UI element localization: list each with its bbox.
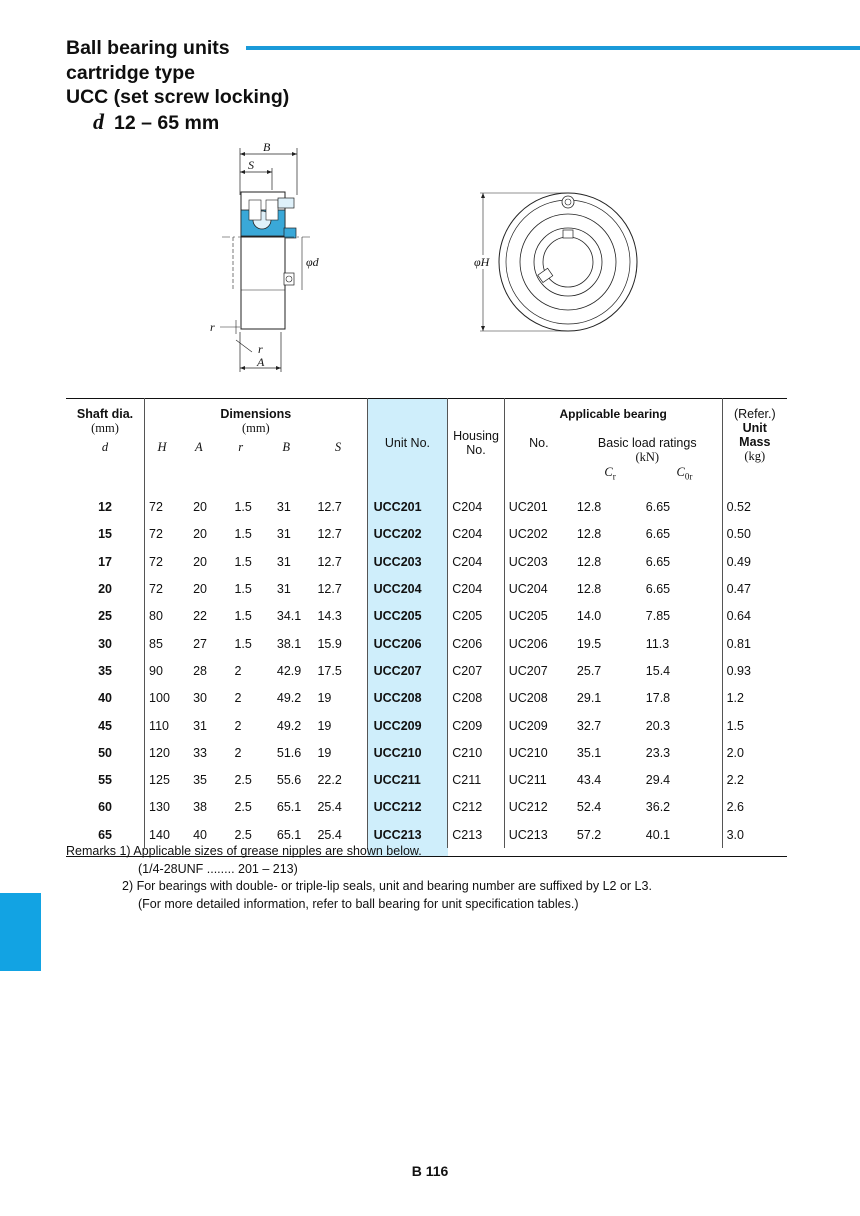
table-row [66,766,787,793]
table-header [66,399,787,488]
cell-C0r: 36.2 [642,794,722,821]
cell-B: 55.6 [276,773,302,788]
cell-bearing: UC205 [508,609,548,624]
cell-H: 130 [149,800,170,815]
header-sym-H: H [157,440,167,454]
cell-S: 12.7 [309,548,367,575]
cell-r: 1.5 [234,609,252,624]
cell-d: 55 [66,766,145,793]
cell-housing: C206 [448,630,504,657]
cell-d: 65 [66,821,145,848]
cell-S: 12.7 [309,521,367,548]
cell-S: 19 [309,712,367,739]
cell-A: 35 [193,773,207,788]
dim-label-S: S [248,158,254,172]
cell-d: 12 [66,488,145,521]
header-applicable-label: Applicable bearing [559,407,667,421]
cell-bearing: UC213 [508,827,548,842]
cell-C0r: 17.8 [642,685,722,712]
cell-r: 2 [234,745,242,760]
cell-d: 17 [66,548,145,575]
table-row [66,630,787,657]
cell-H: 72 [149,527,163,542]
cell-B: 49.2 [276,691,302,706]
cell-unit: UCC208 [367,685,448,712]
header-refer: (Refer.) [733,407,776,421]
table-row [66,575,787,602]
cell-H: 120 [149,745,170,760]
cell-A: 20 [193,582,207,597]
cell-bearing: UC209 [508,718,548,733]
cell-S: 17.5 [309,657,367,684]
cell-mass: 2.6 [726,800,744,815]
cell-Cr: 12.8 [576,582,602,597]
cell-B: 31 [276,582,291,597]
cell-A: 20 [193,500,207,515]
table-body [66,488,787,857]
cell-housing: C209 [448,712,504,739]
cell-mass: 2.0 [726,745,744,760]
cell-S: 22.2 [309,766,367,793]
dim-label-H: φH [474,255,490,269]
header-sym-S: S [309,436,367,488]
page-number: B 116 [411,1163,449,1179]
cell-r: 2.5 [234,773,252,788]
cell-C0r: 29.4 [642,766,722,793]
unit-section-drawing [200,140,330,375]
header-housing-line1: Housing [453,429,499,444]
cell-bearing: UC211 [508,773,547,788]
cell-r: 1.5 [234,554,252,569]
cell-r: 2.5 [234,800,252,815]
cell-Cr: 12.8 [576,554,602,569]
cell-bearing: UC207 [508,663,548,678]
table-row [66,488,787,521]
title-d-symbol: d [93,108,104,134]
cell-B: 65.1 [276,827,302,842]
page-title [66,36,289,135]
cell-A: 20 [193,527,207,542]
table-row [66,521,787,548]
cell-H: 140 [149,827,170,842]
cell-housing: C208 [448,685,504,712]
table-row [66,657,787,684]
cell-bearing: UC204 [508,582,548,597]
cell-C0r: 23.3 [642,739,722,766]
header-housing-no [448,399,504,488]
remarks [66,843,652,913]
header-dimensions-label: Dimensions [220,407,292,421]
cell-B: 51.6 [276,745,302,760]
cell-B: 34.1 [276,609,302,624]
cell-B: 38.1 [276,636,302,651]
cell-Cr: 43.4 [576,773,602,788]
cell-B: 42.9 [276,663,302,678]
cell-d: 50 [66,739,145,766]
header-mass-unit: (kg) [744,449,766,463]
cell-C0r: 20.3 [642,712,722,739]
cell-unit: UCC201 [367,488,448,521]
cell-H: 110 [149,718,169,733]
cell-Cr: 29.1 [576,691,602,706]
cell-bearing: UC210 [508,745,548,760]
cell-H: 72 [149,554,163,569]
cell-S: 25.4 [309,794,367,821]
remark-line-3: 2) For bearings with double- or triple-lip seals, unit and bearing number are suffixed by L2 or L3. [122,879,652,893]
remark-line-2: (1/4-28UNF ........ 201 – 213) [138,861,298,876]
unit-front-drawing [470,185,650,340]
cell-unit: UCC205 [367,603,448,630]
cell-A: 20 [193,554,207,569]
header-unit-no: Unit No. [367,399,448,488]
cell-C0r: 7.85 [642,603,722,630]
cell-d: 40 [66,685,145,712]
cell-d: 35 [66,657,145,684]
header-mass: Mass [739,435,771,449]
cell-mass: 2.2 [726,773,744,788]
cell-C0r: 6.65 [642,521,722,548]
cell-H: 85 [149,636,163,651]
header-shaft-unit: (mm) [91,421,119,435]
cell-d: 60 [66,794,145,821]
cell-bearing: UC212 [508,800,548,815]
cell-S: 19 [309,685,367,712]
title-line-1: Ball bearing units [66,37,230,59]
title-accent-rule [246,46,860,50]
cell-d: 45 [66,712,145,739]
cell-Cr: 14.0 [576,609,602,624]
table-row [66,794,787,821]
cell-unit: UCC202 [367,521,448,548]
cell-B: 65.1 [276,800,302,815]
cell-B: 31 [276,500,291,515]
cell-B: 31 [276,554,291,569]
cell-d: 25 [66,603,145,630]
cell-mass: 0.49 [726,554,751,569]
dim-label-B: B [263,140,271,154]
title-range-value: 12 – 65 mm [114,111,220,134]
cell-housing: C210 [448,739,504,766]
table-row [66,685,787,712]
cell-unit: UCC211 [367,766,448,793]
cell-r: 2.5 [234,827,252,842]
header-housing-line2: No. [466,443,486,458]
cell-unit: UCC212 [367,794,448,821]
dim-label-d: φd [306,255,319,269]
cell-mass: 1.5 [726,718,744,733]
cell-C0r: 11.3 [642,630,722,657]
header-shaft-label: Shaft dia. [76,407,134,421]
header-sym-r: r [238,440,244,454]
header-unit-mass [722,399,787,488]
cell-housing: C204 [448,488,504,521]
cell-A: 31 [193,718,207,733]
cell-S: 15.9 [309,630,367,657]
specification-table [66,398,787,857]
title-line-2: cartridge type [66,61,195,84]
header-load-ratings [573,436,722,488]
cell-S: 12.7 [309,575,367,602]
cell-d: 20 [66,575,145,602]
header-C0r: $C_{0r}$ [676,465,693,482]
table-row [66,739,787,766]
cell-C0r: 6.65 [642,575,722,602]
cell-mass: 0.93 [726,663,751,678]
cell-bearing: UC203 [508,554,548,569]
cell-r: 2 [234,718,242,733]
cell-housing: C212 [448,794,504,821]
remark-line-1: Remarks 1) Applicable sizes of grease nipples are shown below. [66,844,422,858]
table-row [66,548,787,575]
header-load-label: Basic load ratings [597,436,697,450]
cell-Cr: 32.7 [576,718,602,733]
cell-bearing: UC201 [508,500,548,515]
header-unit-line: Unit [742,421,767,435]
cell-Cr: 12.8 [576,527,602,542]
cell-C0r: 6.65 [642,548,722,575]
cell-Cr: 25.7 [576,663,602,678]
cell-A: 40 [193,827,207,842]
cell-Cr: 52.4 [576,800,602,815]
dim-label-r2: r [258,342,263,356]
cell-r: 1.5 [234,500,252,515]
header-load-unit: (kN) [635,450,660,464]
header-Cr: $C_r$ [604,465,616,482]
cell-unit: UCC204 [367,575,448,602]
cell-Cr: 57.2 [576,827,602,842]
cell-S: 12.7 [309,488,367,521]
cell-A: 33 [193,745,207,760]
cell-H: 72 [149,500,163,515]
cell-S: 19 [309,739,367,766]
cell-C0r: 40.1 [642,821,722,848]
cell-unit: UCC207 [367,657,448,684]
cell-Cr: 19.5 [576,636,602,651]
cell-mass: 0.50 [726,527,751,542]
dim-label-r1: r [210,320,215,334]
table-row [66,603,787,630]
cell-housing: C204 [448,575,504,602]
cell-bearing: UC202 [508,527,548,542]
cell-B: 49.2 [276,718,302,733]
cell-mass: 3.0 [726,827,744,842]
cell-mass: 0.64 [726,609,751,624]
section-side-tab [0,893,41,971]
cell-mass: 0.52 [726,500,751,515]
header-sym-d: d [66,436,145,488]
title-range [66,110,289,136]
cell-S: 14.3 [309,603,367,630]
remark-line-4: (For more detailed information, refer to ball bearing for unit specification tables.) [138,896,579,911]
table-row [66,712,787,739]
cell-C0r: 6.65 [642,488,722,521]
cell-r: 1.5 [234,527,252,542]
cell-A: 28 [193,663,207,678]
header-bearing-no: No. [529,436,549,450]
cell-H: 90 [149,663,163,678]
cell-r: 2 [234,663,242,678]
header-dimensions-unit: (mm) [241,421,270,435]
header-shaft-dia [66,399,145,437]
title-line-3: UCC (set screw locking) [66,86,290,108]
cell-H: 125 [149,773,170,788]
cell-C0r: 15.4 [642,657,722,684]
cell-unit: UCC203 [367,548,448,575]
cell-d: 15 [66,521,145,548]
cell-housing: C204 [448,548,504,575]
cell-H: 80 [149,609,163,624]
cell-mass: 1.2 [726,691,744,706]
cell-d: 30 [66,630,145,657]
cell-mass: 0.47 [726,582,751,597]
cell-bearing: UC208 [508,691,548,706]
cell-r: 1.5 [234,582,252,597]
cell-A: 30 [193,691,207,706]
cell-unit: UCC206 [367,630,448,657]
cell-unit: UCC213 [367,821,448,848]
cell-Cr: 35.1 [576,745,602,760]
header-sym-B: B [282,440,290,454]
header-applicable-bearing [504,399,722,437]
cell-unit: UCC209 [367,712,448,739]
cell-H: 72 [149,582,163,597]
cell-B: 31 [276,527,291,542]
cell-A: 38 [193,800,207,815]
dim-label-A: A [257,355,265,369]
cell-Cr: 12.8 [576,500,602,515]
cell-bearing: UC206 [508,636,548,651]
header-sym-A: A [194,440,203,454]
cell-H: 100 [149,691,170,706]
cell-r: 2 [234,691,242,706]
header-dimensions [145,399,368,437]
cell-housing: C204 [448,521,504,548]
cell-housing: C213 [448,821,504,848]
cell-A: 22 [193,609,207,624]
cell-A: 27 [193,636,207,651]
cell-housing: C211 [448,766,504,793]
cell-r: 1.5 [234,636,252,651]
cell-housing: C207 [448,657,504,684]
cell-mass: 0.81 [726,636,751,651]
cell-housing: C205 [448,603,504,630]
cell-S: 25.4 [309,821,367,848]
cell-unit: UCC210 [367,739,448,766]
